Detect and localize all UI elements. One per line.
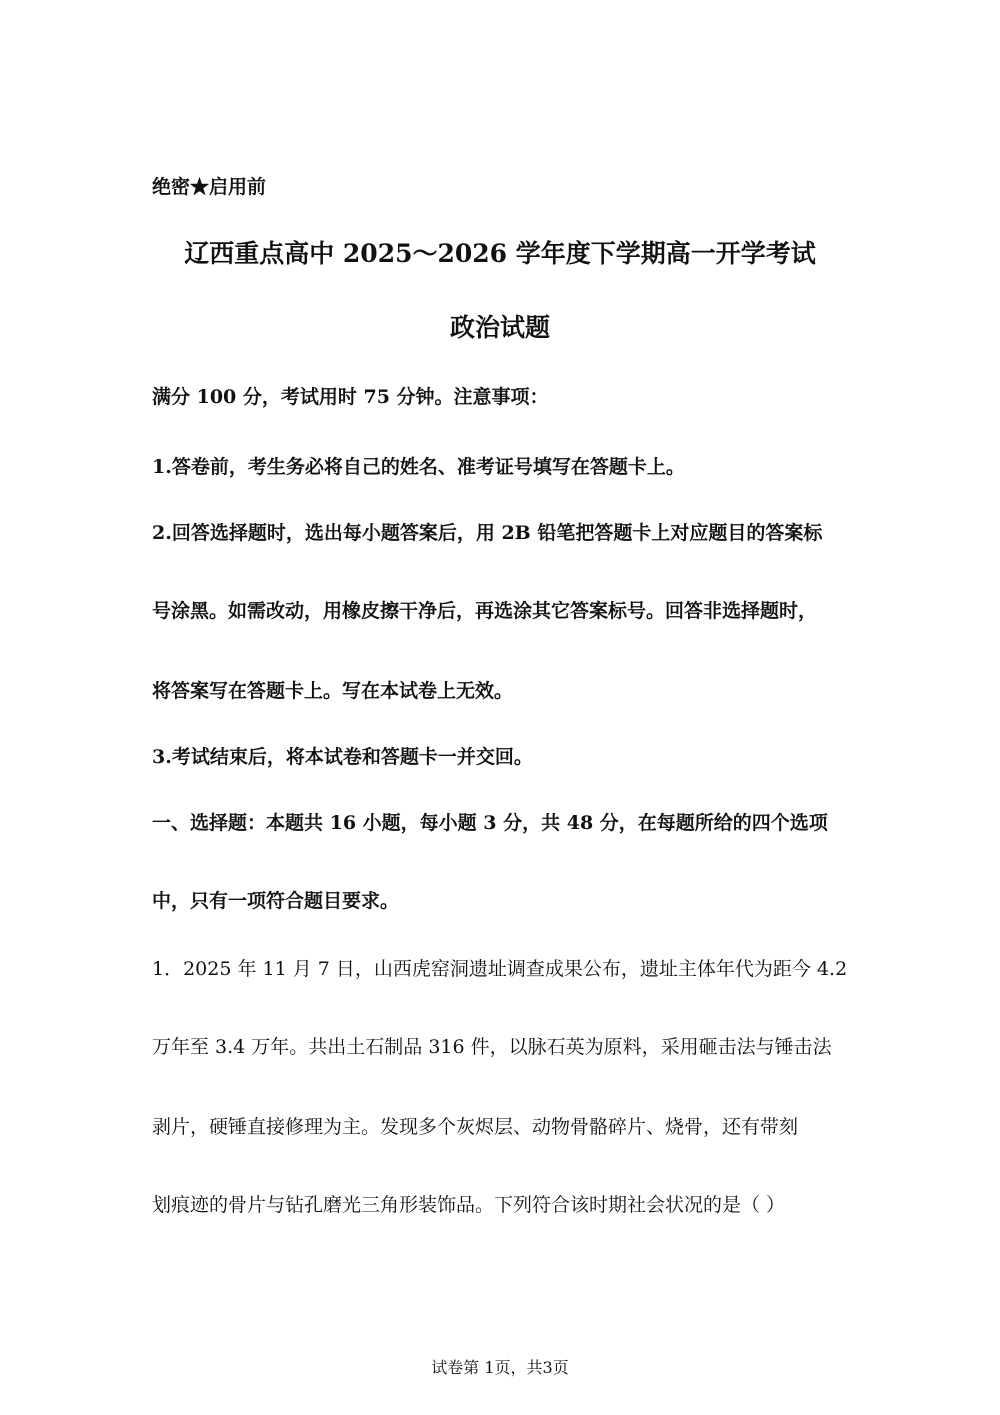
question-1-line-1: 1．2025 年 11 月 7 日，山西虎窑洞遗址调查成果公布，遗址主体年代为距今 4.2 bbox=[152, 958, 848, 980]
confidential-mark: 绝密★启用前 bbox=[152, 176, 267, 198]
instructions-intro: 满分 100 分，考试用时 75 分钟。注意事项： bbox=[152, 386, 549, 408]
exam-subject: 政治试题 bbox=[449, 313, 550, 342]
instruction-item-2-line-2: 号涂黑。如需改动，用橡皮擦干净后，再选涂其它答案标号。回答非选择题时， bbox=[152, 600, 818, 622]
question-1-line-4: 划痕迹的骨片与钻孔磨光三角形装饰品。下列符合该时期社会状况的是（ ） bbox=[152, 1194, 786, 1216]
page-footer: 试卷第 1页，共3页 bbox=[431, 1358, 569, 1377]
question-1-line-3: 剥片，硬锤直接修理为主。发现多个灰烬层、动物骨骼碎片、烧骨，还有带刻 bbox=[152, 1116, 799, 1138]
question-1-line-2: 万年至 3.4 万年。共出土石制品 316 件，以脉石英为原料，采用砸击法与锤击法 bbox=[152, 1036, 832, 1058]
section-heading-line-2: 中，只有一项符合题目要求。 bbox=[152, 890, 400, 912]
exam-title: 辽西重点高中 2025～2026 学年度下学期高一开学考试 bbox=[184, 239, 816, 268]
section-heading-line-1: 一、选择题：本题共 16 小题，每小题 3 分，共 48 分，在每题所给的四个选项 bbox=[152, 812, 828, 834]
instruction-item-3: 3.考试结束后，将本试卷和答题卡一并交回。 bbox=[152, 746, 533, 768]
instruction-item-2-line-3: 将答案写在答题卡上。写在本试卷上无效。 bbox=[152, 680, 514, 702]
instruction-item-1: 1.答卷前，考生务必将自己的姓名、准考证号填写在答题卡上。 bbox=[152, 456, 685, 478]
instruction-item-2-line-1: 2.回答选择题时，选出每小题答案后，用 2B 铅笔把答题卡上对应题目的答案标 bbox=[152, 522, 823, 544]
